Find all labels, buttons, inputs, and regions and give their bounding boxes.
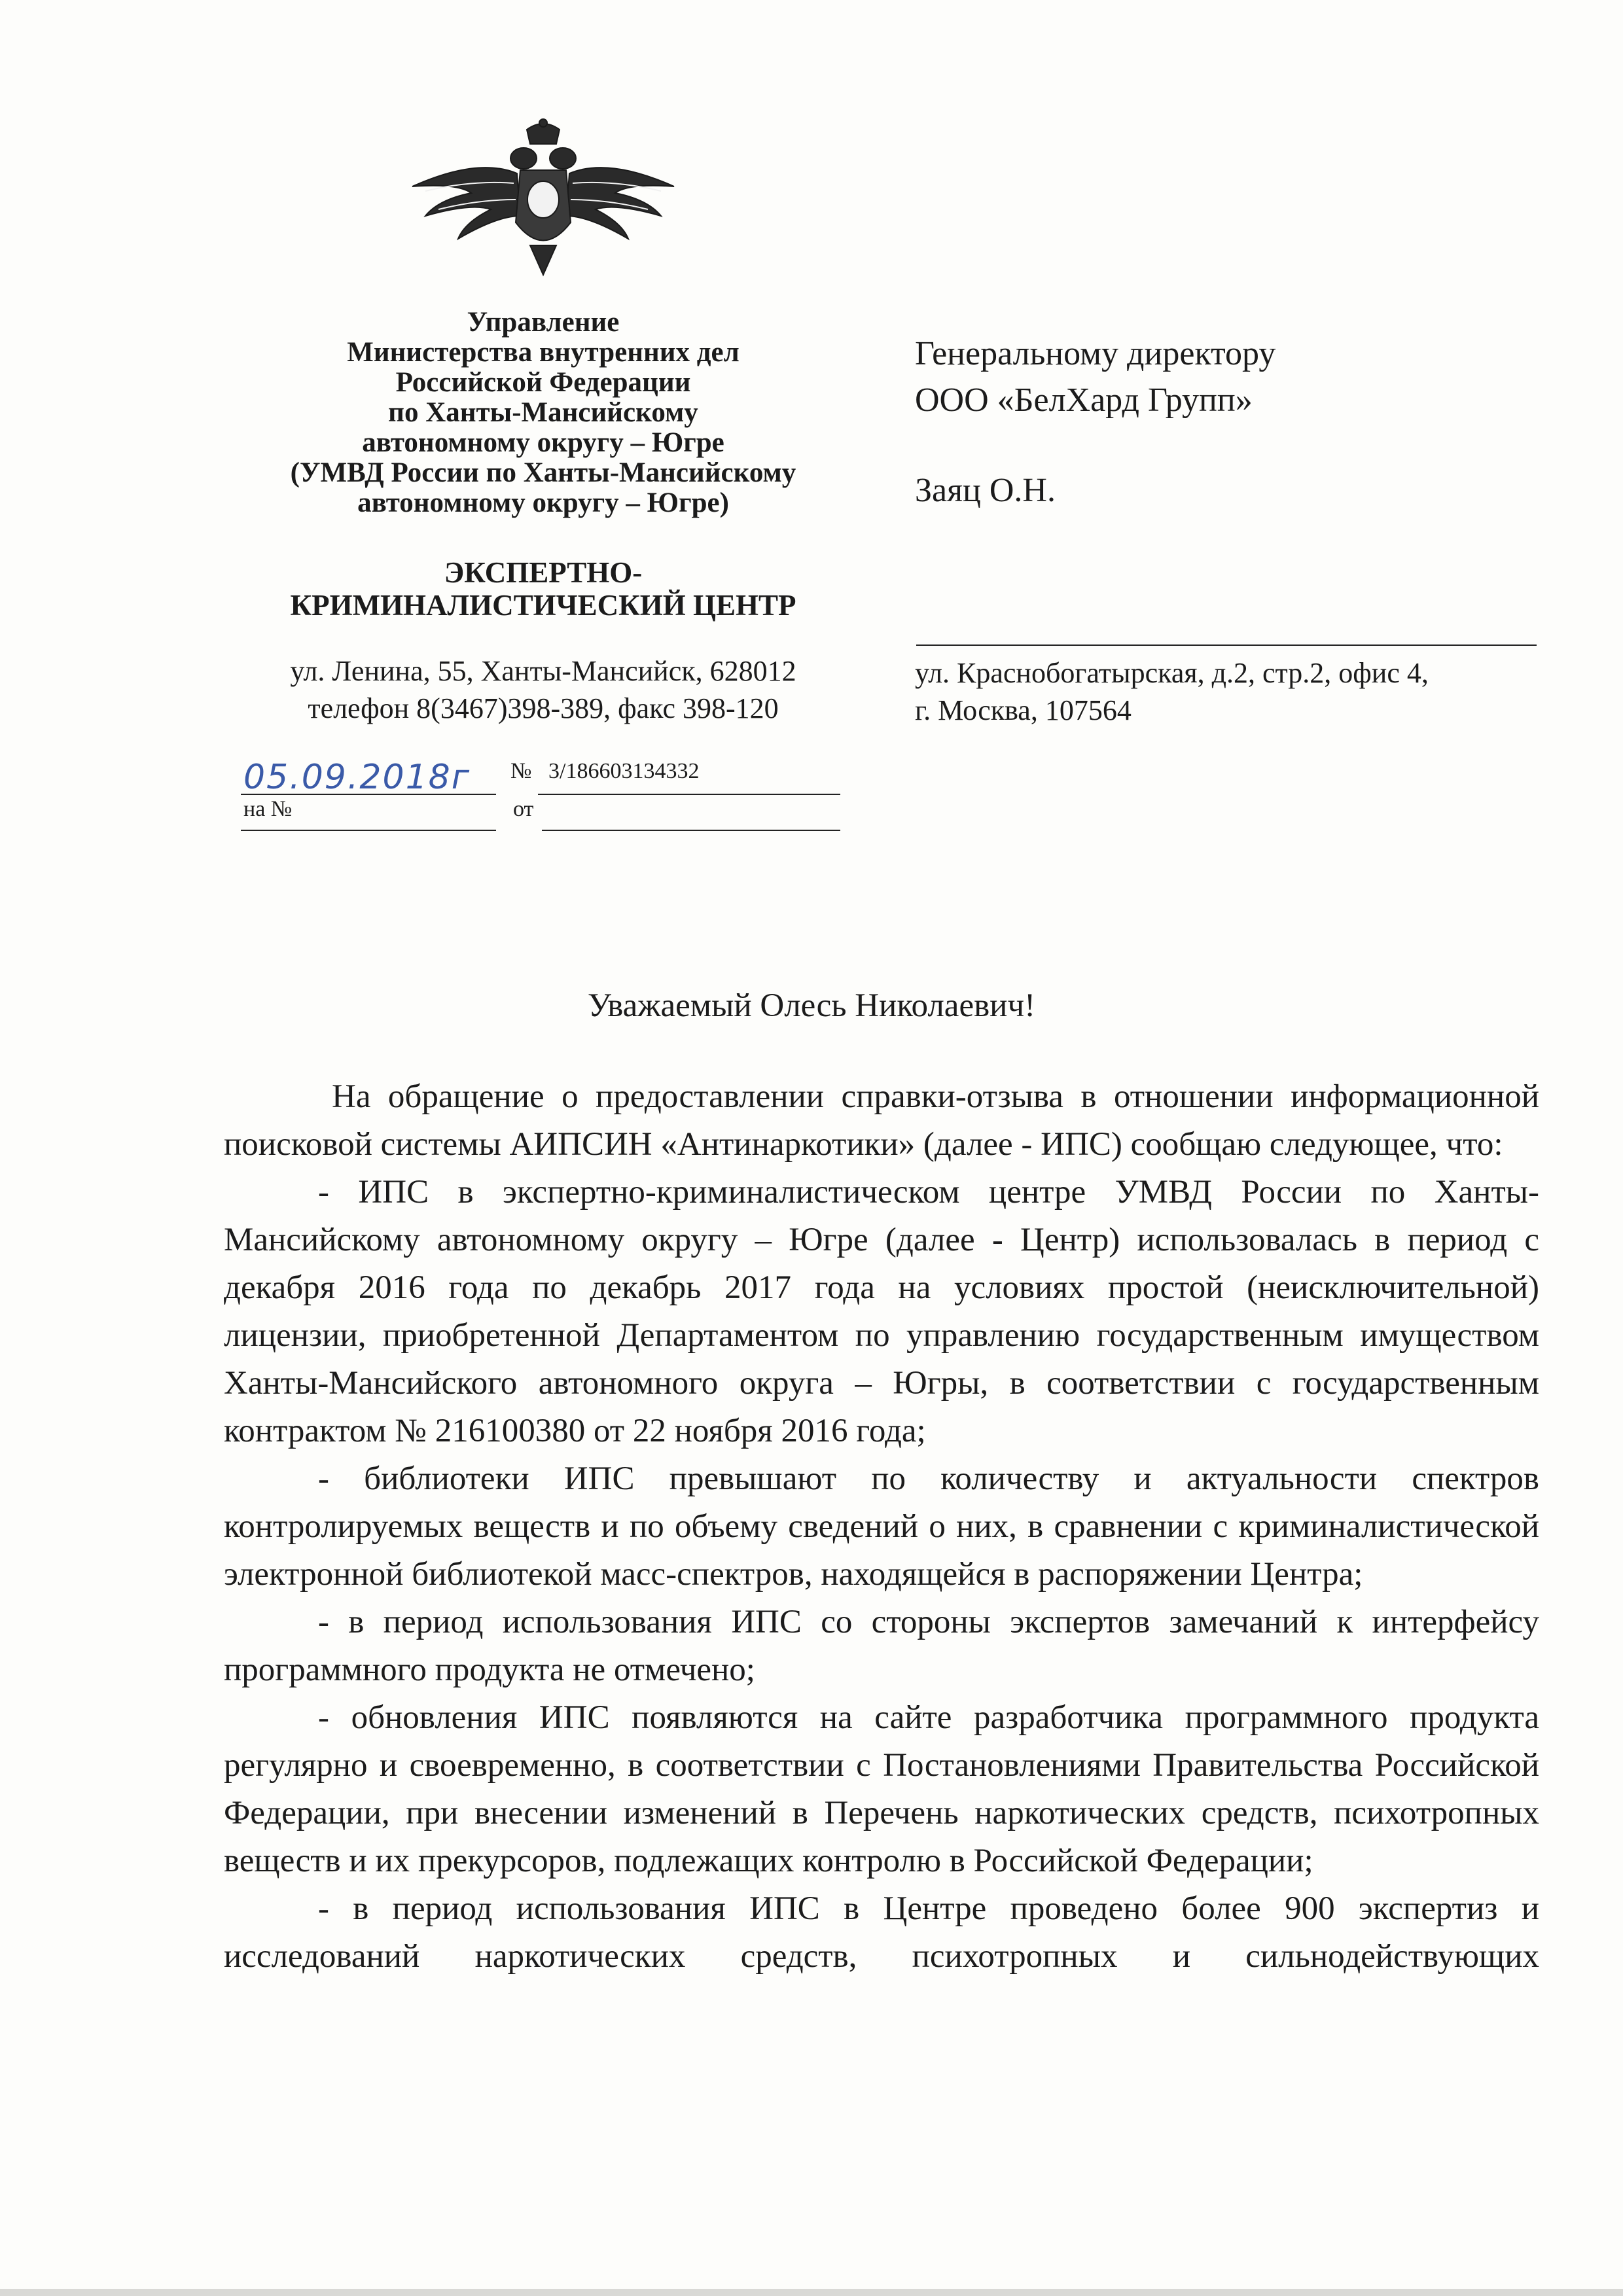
sender-address-line: телефон 8(3467)398-389, факс 398-120: [308, 692, 779, 724]
recipient-block: [915, 330, 1543, 423]
org-line: Министерства внутренних дел: [347, 337, 740, 368]
reference-date-underline: [542, 830, 840, 831]
recipient-address-line: г. Москва, 107564: [915, 694, 1132, 726]
sender-address-line: ул. Ленина, 55, Ханты-Мансийск, 628012: [290, 655, 796, 687]
salutation: Уважаемый Олесь Николаевич!: [587, 987, 1036, 1024]
body-paragraph: - обновления ИПС появляются на сайте разработчика программного продукта регулярно и своевременно, в соответствии с Постановлениями Правительства Российской Федерации, при внесении изменений в Перечень наркотических средств, психотропных веществ и их прекурсоров, подлежащих контролю в Российской Федерации;: [224, 1699, 1539, 1879]
letter-body: [224, 1073, 1539, 1981]
recipient-line: Генеральному директору: [915, 335, 1276, 372]
org-line: Управление: [467, 307, 620, 338]
reference-date-label: от: [513, 797, 534, 821]
handwritten-date: 05.09.2018г: [243, 758, 471, 797]
recipient-address: [915, 654, 1543, 729]
body-paragraph: - в период использования ИПС со стороны экспертов замечаний к интерфейсу программного продукта не отмечено;: [224, 1604, 1539, 1688]
reference-number-underline: [241, 830, 496, 831]
organization-name: [216, 308, 870, 518]
department-name: [216, 556, 870, 622]
org-line: по Ханты-Мансийскому: [388, 397, 698, 428]
org-line: автономному округу – Югре): [357, 487, 729, 518]
number-underline: [538, 794, 840, 795]
org-line: Российской Федерации: [395, 367, 691, 398]
number-label: №: [510, 759, 532, 783]
scan-edge: [0, 2289, 1623, 2296]
recipient-name: Заяц О.Н.: [915, 472, 1056, 509]
body-paragraph: - ИПС в экспертно-криминалистическом центре УМВД России по Ханты-Мансийскому автономному округу – Югре (далее - Центр) использовалась в период с декабря 2016 года по декабрь 2017 года на условиях простой (неисключительной) лицензии, приобретенной Департаментом по управлению государственным имуществом Ханты-Мансийского автономного округа – Югры, в соответствии с государственным контрактом № 216100380 от 22 ноября 2016 года;: [224, 1174, 1539, 1449]
body-paragraph: - в период использования ИПС в Центре проведено более 900 экспертиз и исследований наркотических средств, психотропных и сильнодействующих: [224, 1890, 1539, 1975]
department-line: КРИМИНАЛИСТИЧЕСКИЙ ЦЕНТР: [290, 589, 796, 622]
reference-number-label: на №: [243, 797, 293, 821]
mvd-emblem-icon: [399, 118, 687, 281]
body-paragraph: На обращение о предоставлении справки-отзыва в отношении информационной поисковой системы АИПСИН «Антинаркотики» (далее - ИПС) сообщаю следующее, что:: [224, 1078, 1539, 1163]
org-line: автономному округу – Югре: [362, 427, 724, 458]
recipient-address-line: ул. Краснобогатырская, д.2, стр.2, офис 4,: [915, 657, 1429, 689]
sender-address: [216, 652, 870, 727]
date-underline: [241, 794, 496, 795]
recipient-separator: [916, 645, 1537, 646]
registration-number: 3/186603134332: [548, 759, 700, 783]
department-line: ЭКСПЕРТНО-: [444, 556, 643, 589]
org-line: (УМВД России по Ханты-Мансийскому: [290, 457, 796, 488]
body-paragraph: - библиотеки ИПС превышают по количеству и актуальности спектров контролируемых веществ и по объему сведений о них, в сравнении с криминалистической электронной библиотекой масс-спектров, находящейся в распоряжении Центра;: [224, 1460, 1539, 1593]
recipient-line: ООО «БелХард Групп»: [915, 381, 1253, 419]
